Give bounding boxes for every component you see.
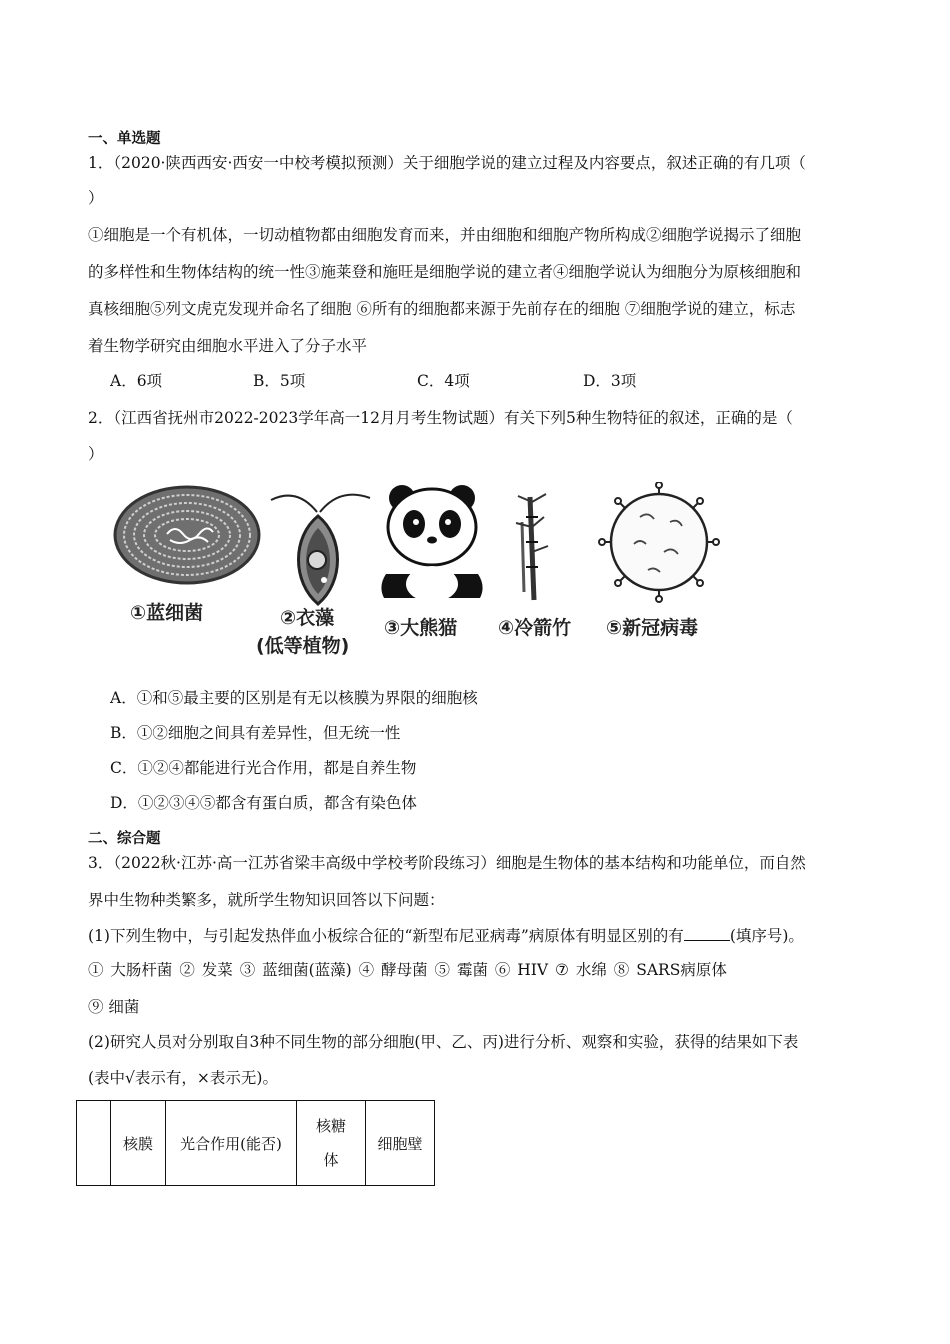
answer-blank[interactable]	[684, 924, 730, 941]
question-2-option-b[interactable]: B．①②细胞之间具有差异性，但无统一性	[110, 724, 401, 742]
table-header-row	[77, 1101, 435, 1186]
table-header-ribosome	[297, 1101, 366, 1186]
table-header-blank	[77, 1101, 111, 1186]
question-1-stem-close: ）	[88, 189, 104, 207]
question-1-option-d[interactable]: D．3项	[583, 372, 637, 390]
section-title-single-choice: 一、单选题	[88, 131, 161, 147]
chlamydomonas-illustration	[271, 495, 370, 604]
question-1-stem: 1．（2020·陕西西安·西安一中校考模拟预测）关于细胞学说的建立过程及内容要点，叙述正确的有几项（	[88, 154, 806, 172]
question-1-option-c[interactable]: C．4项	[417, 372, 470, 390]
question-2-option-a[interactable]: A．①和⑤最主要的区别是有无以核膜为界限的细胞核	[110, 689, 478, 707]
question-3-stem-cont: 界中生物种类繁多，就所学生物知识回答以下问题：	[88, 891, 445, 909]
question-1-option-a[interactable]: A．6项	[110, 372, 163, 390]
cyanobacteria-illustration	[115, 487, 259, 583]
question-3-sub1-text: (1)下列生物中，与引起发热伴血小板综合征的“新型布尼亚病毒”病原体有明显区别的有	[88, 927, 684, 945]
question-1-statement: 着生物学研究由细胞水平进入了分子水平	[88, 337, 368, 355]
question-2-option-c[interactable]: C．①②④都能进行光合作用，都是自养生物	[110, 759, 417, 777]
question-1-statement: ①细胞是一个有机体，一切动植物都由细胞发育而来，并由细胞和细胞产物所构成②细胞学说揭示了细胞	[88, 226, 802, 244]
figure-label-chlamydomonas: ②衣藻	[280, 607, 335, 629]
question-3-organism-list-cont: ⑨ 细菌	[88, 998, 140, 1016]
question-2-option-d[interactable]: D．①②③④⑤都含有蛋白质，都含有染色体	[110, 794, 417, 812]
figure-label-lower-plant: (低等植物)	[256, 635, 350, 657]
organisms-figure	[112, 482, 728, 667]
question-3-sub1	[88, 924, 804, 947]
question-3-sub1-tail: (填序号)。	[729, 927, 804, 945]
figure-label-cyanobacteria: ①蓝细菌	[130, 602, 204, 624]
table-header-ribosome-part: 核糖	[315, 1117, 346, 1135]
table-header-ribosome-part: 体	[323, 1151, 339, 1169]
figure-label-coronavirus: ⑤新冠病毒	[606, 617, 699, 639]
bamboo-illustration	[516, 494, 548, 600]
table-header-cell-wall: 细胞壁	[366, 1101, 435, 1186]
figure-label-panda: ③大熊猫	[384, 617, 458, 639]
question-1-option-b[interactable]: B．5项	[253, 372, 306, 390]
table-header-nuclear-membrane: 核膜	[111, 1101, 166, 1186]
question-3-sub2: (2)研究人员对分别取自3种不同生物的部分细胞(甲、乙、丙)进行分析、观察和实验，获得的结果如下表	[88, 1033, 799, 1051]
question-3-organism-list: ① 大肠杆菌 ② 发菜 ③ 蓝细菌(蓝藻) ④ 酵母菌 ⑤ 霉菌 ⑥ HIV ⑦ 水绵 ⑧ SARS病原体	[88, 961, 727, 979]
question-3-stem: 3．（2022秋·江苏·高一江苏省梁丰高级中学校考阶段练习）细胞是生物体的基本结构和功能单位，而自然	[88, 854, 806, 872]
section-title-comprehensive: 二、综合题	[88, 831, 161, 847]
question-2-stem: 2．（江西省抚州市2022-2023学年高一12月月考生物试题）有关下列5种生物特征的叙述，正确的是（	[88, 409, 793, 427]
question-3-sub2-cont: (表中√表示有，×表示无)。	[88, 1069, 278, 1087]
question-1-statement: 的多样性和生物体结构的统一性③施莱登和施旺是细胞学说的建立者④细胞学说认为细胞分为原核细胞和	[88, 263, 802, 281]
question-2-stem-close: ）	[88, 445, 104, 463]
panda-illustration	[381, 485, 482, 602]
results-table	[76, 1100, 435, 1186]
table-header-photosynthesis: 光合作用(能否)	[166, 1101, 297, 1186]
figure-label-bamboo: ④冷箭竹	[498, 617, 572, 639]
question-1-statement: 真核细胞⑤列文虎克发现并命名了细胞 ⑥所有的细胞都来源于先前存在的细胞 ⑦细胞学说的建立，标志	[88, 300, 796, 318]
coronavirus-illustration	[599, 482, 719, 602]
